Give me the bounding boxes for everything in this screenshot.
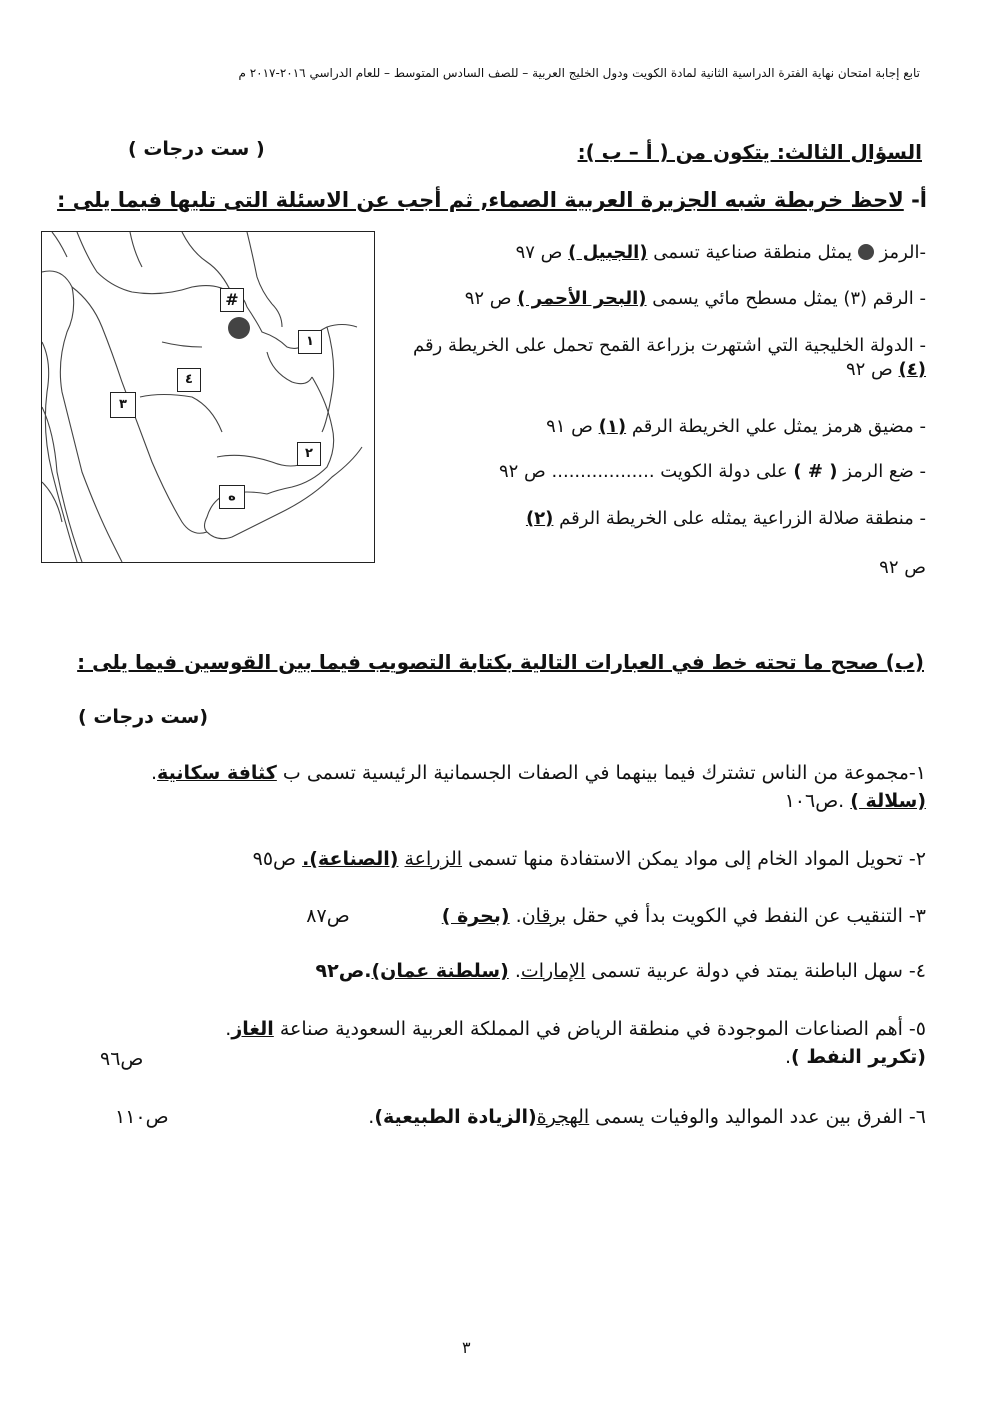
line-text: - الرقم (٣) يمثل مسطح مائي يسمى	[652, 288, 926, 309]
line-text: - مضيق هرمز يمثل علي الخريطة الرقم	[631, 416, 926, 437]
part-a-line-4	[416, 415, 926, 439]
industrial-dot-icon	[228, 317, 250, 339]
part-b-item-5-page: ص٩٦	[100, 1048, 144, 1070]
part-a-line-6-page: ص ٩٢	[879, 557, 926, 578]
part-b-item-4: ٤- سهل الباطنة يمتد في دولة عربية تسمى الإمارات. (سلطنة عمان).ص٩٢	[315, 960, 926, 982]
line-text: على دولة الكويت ..................	[551, 461, 788, 482]
line-text: يمثل منطقة صناعية تسمى	[653, 242, 853, 263]
industrial-dot-icon	[858, 244, 874, 260]
part-a-instruction	[57, 188, 927, 212]
page-ref: .ص١٠٦	[784, 789, 845, 812]
answer: ( # )	[793, 461, 838, 482]
part-b-item-2	[106, 846, 926, 874]
page-ref: .ص٩٢	[315, 960, 372, 982]
answer: (تكرير النفط )	[791, 1045, 926, 1068]
answer: (سلطنة عمان)	[371, 960, 509, 982]
map-outline	[42, 232, 374, 562]
line-text: - ضع الرمز	[843, 461, 926, 482]
map-label-4: ٤	[177, 368, 201, 392]
item-text: ١-مجموعة من الناس تشترك فيما بينهما في الصفات الجسمانية الرئيسية تسمى ب	[282, 762, 926, 784]
answer: (٢)	[525, 508, 554, 529]
underlined-term: الغاز	[231, 1018, 274, 1040]
page-ref: ص ٩٢	[845, 359, 893, 381]
answer: (الجبيل )	[568, 242, 648, 263]
part-b-item-5: ٥- أهم الصناعات الموجودة في منطقة الرياض في المملكة العربية السعودية صناعة الغاز. (تكرير النفط ).	[225, 1018, 926, 1068]
answer: (الصناعة).	[302, 848, 399, 870]
underlined-term: كثافة سكانية	[157, 762, 277, 784]
answer: (سلالة )	[850, 789, 926, 812]
arabian-peninsula-map	[41, 231, 375, 563]
part-b-item-6-page: ص١١٠	[115, 1106, 169, 1128]
part-a-line-1	[416, 241, 926, 265]
line-text: - الدولة الخليجية التي اشتهرت بزراعة القمح تحمل على الخريطة رقم	[412, 335, 926, 356]
item-text: ٥- أهم الصناعات الموجودة في منطقة الرياض في المملكة العربية السعودية صناعة	[279, 1018, 926, 1040]
page-number: ٣	[462, 1338, 471, 1357]
item-text: ٤- سهل الباطنة يمتد في دولة عربية تسمى	[591, 960, 926, 982]
answer: (٤)	[898, 359, 926, 381]
part-a-line-2	[416, 287, 926, 311]
part-a-line-3	[406, 334, 926, 383]
map-label-1: ١	[298, 330, 322, 354]
line-text: - منطقة صلالة الزراعية يمثله على الخريطة الرقم	[559, 508, 926, 529]
line-text: -الرمز	[879, 242, 926, 263]
page-header: تابع إجابة امتحان نهاية الفترة الدراسية الثانية لمادة الكويت ودول الخليج العربية – للصف السادس المتوسط – للعام الدراسي ٢٠١٦-٢٠١٧ م	[238, 66, 920, 80]
answer: (البحر الأحمر )	[517, 288, 647, 309]
question-grade: ( ست درجات )	[128, 138, 265, 160]
part-b-instruction: (ب) صحح ما تحته خط في العبارات التالية بكتابة التصويب فيما بين القوسين فيما يلى :	[77, 650, 924, 674]
part-a-label: أ-	[911, 188, 927, 212]
map-label-2: ٢	[297, 442, 321, 466]
part-b-grade: ( ست درجات)	[78, 706, 209, 728]
answer: (بحرة )	[441, 905, 510, 927]
item-text: ٣- التنقيب عن النفط في الكويت بدأ في حقل	[572, 905, 926, 927]
page-ref: ص٩٥	[252, 848, 297, 870]
map-label-5: ه	[219, 485, 245, 509]
answer: (الزيادة الطبيعية)	[374, 1106, 537, 1128]
part-a-instruction-text: لاحظ خريطة شبه الجزيرة العربية الصماء, ثم أجب عن الاسئلة التى تليها فيما يلى :	[57, 188, 904, 212]
page-ref: ص ٩٢	[464, 288, 512, 309]
answer: (١)	[598, 416, 627, 437]
part-b-item-6: ٦- الفرق بين عدد المواليد والوفيات يسمى الهجرة(الزيادة الطبيعية).	[368, 1106, 926, 1128]
part-b-item-3: ٣- التنقيب عن النفط في الكويت بدأ في حقل برقان. (بحرة ) ص٨٧	[306, 905, 926, 927]
page-ref: ص٨٧	[306, 905, 350, 927]
map-label-3: ٣	[110, 392, 136, 418]
page-ref: ص ٩٢	[498, 461, 546, 482]
underlined-term: الهجرة	[536, 1106, 590, 1128]
part-a-line-6	[416, 507, 926, 531]
item-text: ٢- تحويل المواد الخام إلى مواد يمكن الاستفادة منها تسمى	[468, 848, 926, 870]
item-text: ٦- الفرق بين عدد المواليد والوفيات يسمى	[595, 1106, 926, 1128]
part-a-line-5	[416, 460, 926, 484]
page-ref: ص ٩١	[546, 416, 593, 437]
page-ref: ص ٩٧	[515, 242, 563, 263]
underlined-term: الزراعة	[404, 848, 463, 870]
part-b-item-1: ١-مجموعة من الناس تشترك فيما بينهما في الصفات الجسمانية الرئيسية تسمى ب كثافة سكانية. (سلالة ) .ص١٠٦	[151, 762, 926, 812]
map-label-hash: #	[220, 288, 244, 312]
underlined-term: برقان	[521, 905, 567, 927]
underlined-term: الإمارات	[520, 960, 586, 982]
question-title: السؤال الثالث: يتكون من ( أ – ب ):	[577, 140, 922, 164]
